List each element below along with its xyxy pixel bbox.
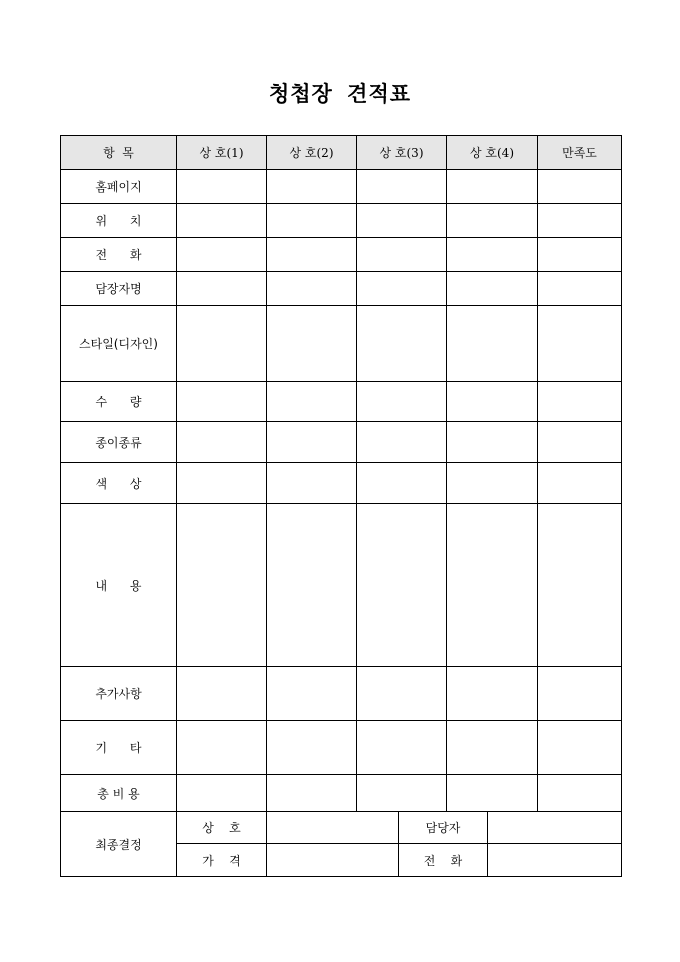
row-label-phone: 전 화 bbox=[61, 238, 177, 272]
cell[interactable] bbox=[538, 775, 622, 812]
cell[interactable] bbox=[267, 306, 357, 382]
cell[interactable] bbox=[357, 463, 447, 504]
cell[interactable] bbox=[357, 504, 447, 667]
cell[interactable] bbox=[177, 422, 267, 463]
header-vendor-3: 상 호(3) bbox=[357, 136, 447, 170]
header-vendor-1: 상 호(1) bbox=[177, 136, 267, 170]
cell[interactable] bbox=[267, 238, 357, 272]
cell[interactable] bbox=[177, 382, 267, 422]
row-label-location: 위 치 bbox=[61, 204, 177, 238]
cell[interactable] bbox=[538, 170, 622, 204]
document-title: 청첩장 견적표 bbox=[268, 81, 412, 106]
row-label-quantity: 수 량 bbox=[61, 382, 177, 422]
row-total-cost bbox=[61, 775, 622, 812]
cell[interactable] bbox=[357, 238, 447, 272]
row-label-contact-name: 담장자명 bbox=[61, 272, 177, 306]
cell[interactable] bbox=[447, 238, 538, 272]
row-label-additional: 추가사항 bbox=[61, 667, 177, 721]
header-satisfaction: 만족도 bbox=[538, 136, 622, 170]
cell[interactable] bbox=[447, 504, 538, 667]
cell[interactable] bbox=[538, 204, 622, 238]
cell[interactable] bbox=[538, 422, 622, 463]
cell[interactable] bbox=[538, 504, 622, 667]
table-header-row bbox=[61, 136, 622, 170]
row-color bbox=[61, 463, 622, 504]
cell[interactable] bbox=[538, 721, 622, 775]
cell[interactable] bbox=[177, 306, 267, 382]
cell[interactable] bbox=[267, 667, 357, 721]
final-phone-value[interactable] bbox=[488, 844, 622, 877]
cell[interactable] bbox=[447, 667, 538, 721]
row-label-total-cost: 총 비 용 bbox=[61, 775, 177, 812]
cell[interactable] bbox=[357, 422, 447, 463]
cell[interactable] bbox=[357, 775, 447, 812]
cell[interactable] bbox=[267, 170, 357, 204]
row-homepage bbox=[61, 170, 622, 204]
cell[interactable] bbox=[538, 667, 622, 721]
cell[interactable] bbox=[447, 382, 538, 422]
row-label-style-design: 스타일(디자인) bbox=[61, 306, 177, 382]
row-phone bbox=[61, 238, 622, 272]
row-location bbox=[61, 204, 622, 238]
final-manager-label: 담당자 bbox=[399, 812, 488, 844]
final-manager-value[interactable] bbox=[488, 812, 622, 844]
cell[interactable] bbox=[538, 306, 622, 382]
header-vendor-2: 상 호(2) bbox=[267, 136, 357, 170]
cell[interactable] bbox=[357, 204, 447, 238]
cell[interactable] bbox=[267, 504, 357, 667]
cell[interactable] bbox=[267, 775, 357, 812]
final-decision-row-1 bbox=[61, 812, 622, 844]
cell[interactable] bbox=[447, 422, 538, 463]
cell[interactable] bbox=[447, 306, 538, 382]
cell[interactable] bbox=[177, 238, 267, 272]
cell[interactable] bbox=[267, 422, 357, 463]
cell[interactable] bbox=[177, 504, 267, 667]
cell[interactable] bbox=[447, 775, 538, 812]
final-price-value[interactable] bbox=[267, 844, 399, 877]
cell[interactable] bbox=[267, 382, 357, 422]
cell[interactable] bbox=[267, 463, 357, 504]
cell[interactable] bbox=[447, 463, 538, 504]
cell[interactable] bbox=[357, 306, 447, 382]
final-phone-label: 전 화 bbox=[399, 844, 488, 877]
final-price-label: 가 격 bbox=[177, 844, 267, 877]
row-label-other: 기 타 bbox=[61, 721, 177, 775]
cell[interactable] bbox=[357, 272, 447, 306]
final-decision-label: 최종결정 bbox=[61, 812, 177, 877]
cell[interactable] bbox=[177, 775, 267, 812]
row-style-design bbox=[61, 306, 622, 382]
cell[interactable] bbox=[177, 170, 267, 204]
quote-table bbox=[60, 135, 622, 877]
cell[interactable] bbox=[447, 204, 538, 238]
cell[interactable] bbox=[357, 382, 447, 422]
cell[interactable] bbox=[357, 721, 447, 775]
row-contact-name bbox=[61, 272, 622, 306]
row-other bbox=[61, 721, 622, 775]
cell[interactable] bbox=[267, 204, 357, 238]
cell[interactable] bbox=[357, 667, 447, 721]
cell[interactable] bbox=[177, 667, 267, 721]
cell[interactable] bbox=[538, 463, 622, 504]
row-paper-type bbox=[61, 422, 622, 463]
final-vendor-value[interactable] bbox=[267, 812, 399, 844]
cell[interactable] bbox=[177, 721, 267, 775]
cell[interactable] bbox=[538, 272, 622, 306]
cell[interactable] bbox=[538, 382, 622, 422]
row-label-paper-type: 종이종류 bbox=[61, 422, 177, 463]
header-vendor-4: 상 호(4) bbox=[447, 136, 538, 170]
cell[interactable] bbox=[538, 238, 622, 272]
cell[interactable] bbox=[177, 204, 267, 238]
cell[interactable] bbox=[447, 721, 538, 775]
row-label-color: 색 상 bbox=[61, 463, 177, 504]
cell[interactable] bbox=[177, 463, 267, 504]
cell[interactable] bbox=[177, 272, 267, 306]
row-label-contents: 내 용 bbox=[61, 504, 177, 667]
cell[interactable] bbox=[447, 170, 538, 204]
header-item: 항 목 bbox=[61, 136, 177, 170]
cell[interactable] bbox=[267, 272, 357, 306]
final-vendor-label: 상 호 bbox=[177, 812, 267, 844]
row-quantity bbox=[61, 382, 622, 422]
row-label-homepage: 홈페이지 bbox=[61, 170, 177, 204]
row-additional bbox=[61, 667, 622, 721]
cell[interactable] bbox=[357, 170, 447, 204]
cell[interactable] bbox=[267, 721, 357, 775]
row-contents bbox=[61, 504, 622, 667]
cell[interactable] bbox=[447, 272, 538, 306]
